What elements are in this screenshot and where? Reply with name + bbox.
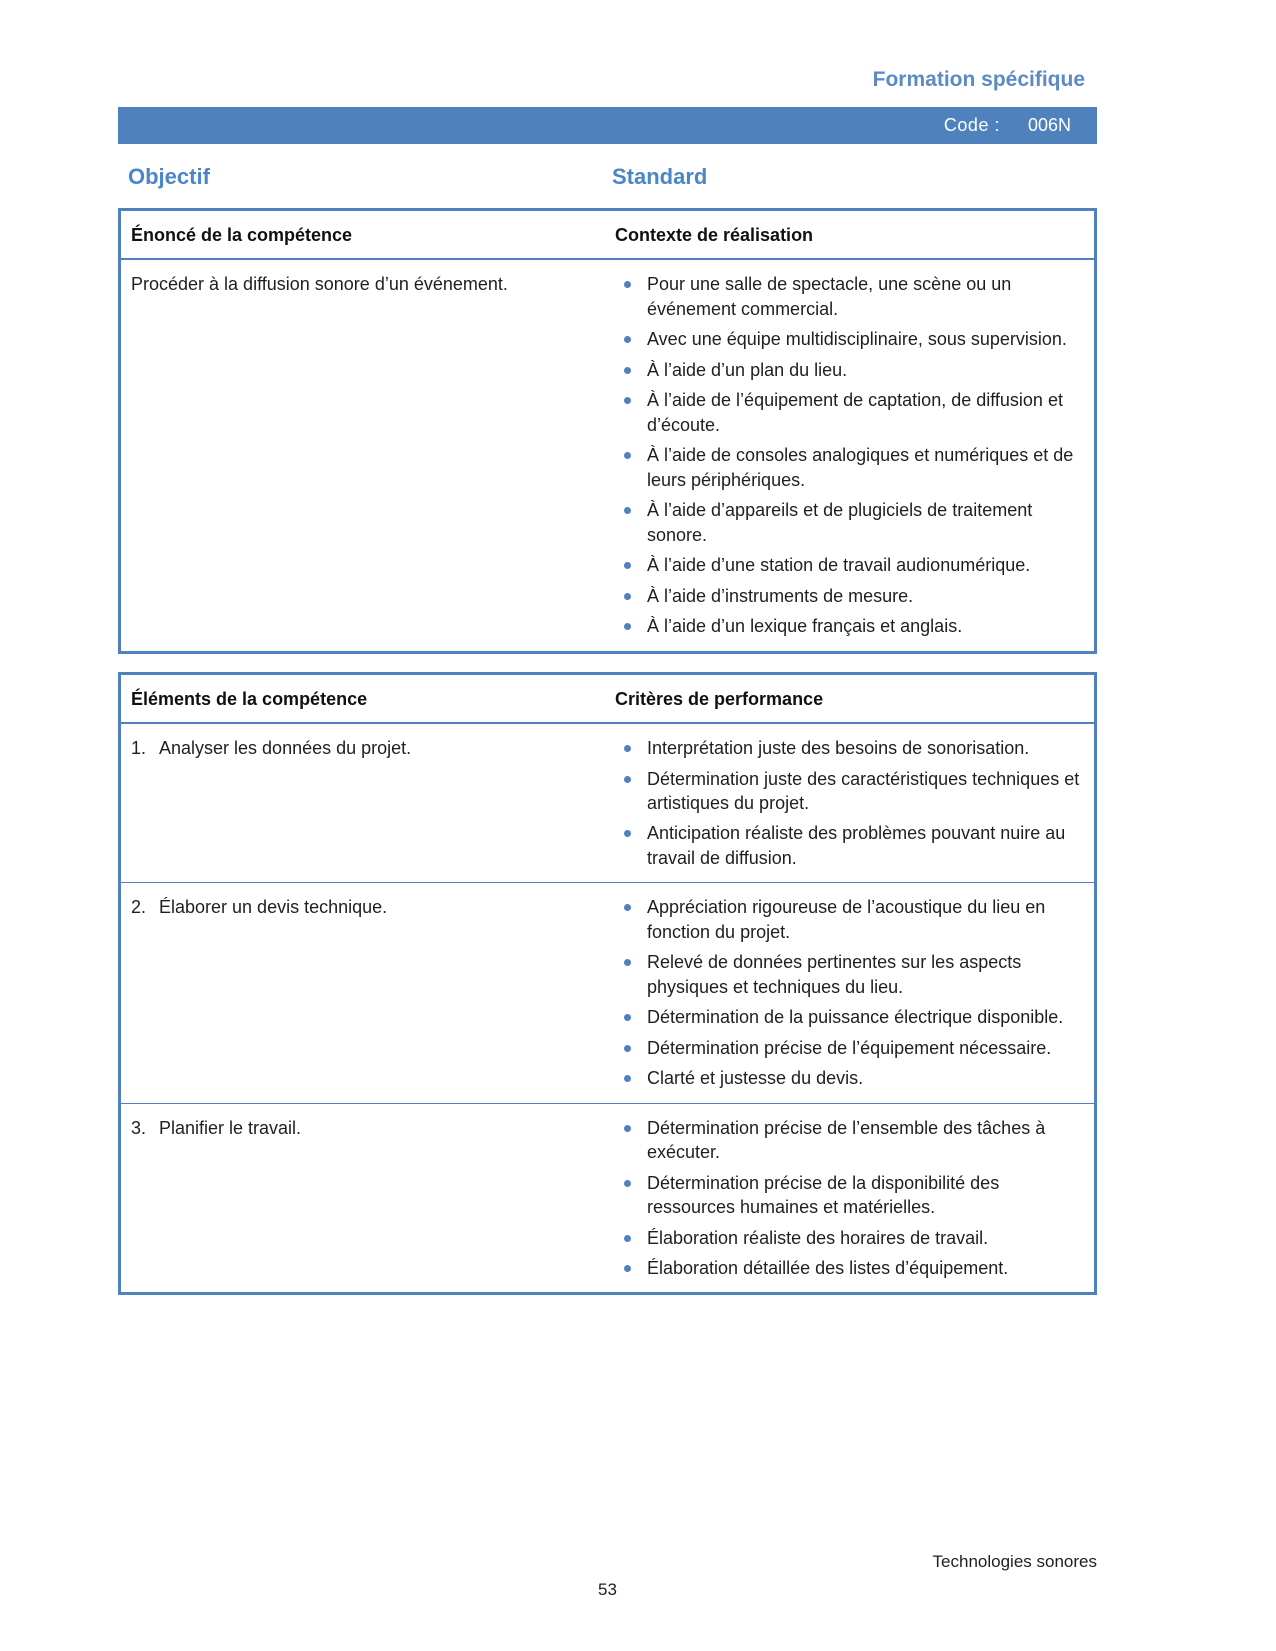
elements-table-row — [121, 724, 1094, 882]
bullet-item: Interprétation juste des besoins de sonorisation. — [615, 736, 1088, 760]
criteria-bullet-list — [615, 1116, 1088, 1281]
element-cell — [121, 1104, 615, 1293]
objectif-heading: Objectif — [128, 164, 210, 189]
element-text: Élaborer un devis technique. — [159, 897, 388, 918]
criteria-bullet-list — [615, 895, 1088, 1090]
bullet-item: À l’aide d’un plan du lieu. — [615, 358, 1088, 382]
competence-statement: Procéder à la diffusion sonore d’un événement. — [131, 274, 508, 295]
bullet-item: Appréciation rigoureuse de l’acoustique du lieu en fonction du projet. — [615, 895, 1088, 944]
competence-table-row — [121, 260, 1094, 650]
criteria-cell — [615, 1104, 1094, 1293]
bullet-item: Détermination précise de l’équipement nécessaire. — [615, 1036, 1088, 1060]
criteria-cell — [615, 724, 1094, 882]
element-text: Analyser les données du projet. — [159, 738, 412, 759]
standard-heading: Standard — [612, 164, 708, 189]
bullet-item: À l’aide d’un lexique français et anglais. — [615, 614, 1088, 638]
code-value: 006N — [1027, 115, 1071, 135]
bullet-item: Clarté et justesse du devis. — [615, 1066, 1088, 1090]
bullet-item: Détermination juste des caractéristiques techniques et artistiques du projet. — [615, 767, 1088, 816]
elements-right-header: Critères de performance — [615, 688, 824, 709]
bullet-item: Élaboration réaliste des horaires de travail. — [615, 1226, 1088, 1250]
context-bullet-list — [615, 272, 1088, 638]
document-content — [118, 0, 1097, 1295]
page-number: 53 — [598, 1580, 617, 1599]
column-headings — [118, 164, 1097, 196]
elements-left-header: Éléments de la compétence — [131, 688, 368, 709]
bullet-item: À l’aide de consoles analogiques et numériques et de leurs périphériques. — [615, 443, 1088, 492]
bullet-item: À l’aide d’appareils et de plugiciels de traitement sonore. — [615, 498, 1088, 547]
bullet-item: À l’aide d’instruments de mesure. — [615, 584, 1088, 608]
bullet-item: Élaboration détaillée des listes d’équipement. — [615, 1256, 1088, 1280]
element-cell — [121, 724, 615, 882]
footer-label: Technologies sonores — [932, 1552, 1097, 1571]
elements-table-row — [121, 882, 1094, 1102]
element-number: 2. — [131, 897, 147, 918]
elements-table-header — [121, 675, 1094, 724]
bullet-item: Relevé de données pertinentes sur les aspects physiques et techniques du lieu. — [615, 950, 1088, 999]
elements-table-row — [121, 1103, 1094, 1293]
doc-section-label: Formation spécifique — [872, 68, 1085, 91]
competence-table-header — [121, 211, 1094, 260]
element-text: Planifier le travail. — [159, 1117, 302, 1138]
code-label: Code : — [943, 115, 1000, 135]
bullet-item: Pour une salle de spectacle, une scène ou un événement commercial. — [615, 272, 1088, 321]
bullet-item: À l’aide de l’équipement de captation, de diffusion et d’écoute. — [615, 388, 1088, 437]
context-cell — [615, 260, 1094, 650]
bullet-item: Détermination précise de l’ensemble des tâches à exécuter. — [615, 1116, 1088, 1165]
element-number: 3. — [131, 1117, 147, 1138]
bullet-item: Avec une équipe multidisciplinaire, sous supervision. — [615, 327, 1088, 351]
criteria-bullet-list — [615, 736, 1088, 870]
element-cell — [121, 883, 615, 1102]
elements-table — [118, 672, 1097, 1296]
bullet-item: Anticipation réaliste des problèmes pouvant nuire au travail de diffusion. — [615, 821, 1088, 870]
competence-left-header: Énoncé de la compétence — [131, 225, 353, 245]
bullet-item: Détermination de la puissance électrique disponible. — [615, 1005, 1088, 1029]
competence-table — [118, 208, 1097, 654]
criteria-cell — [615, 883, 1094, 1102]
elements-rows — [121, 724, 1094, 1292]
bullet-item: À l’aide d’une station de travail audionumérique. — [615, 553, 1088, 577]
code-bar — [118, 107, 1097, 144]
bullet-item: Détermination précise de la disponibilité des ressources humaines et matérielles. — [615, 1171, 1088, 1220]
competence-right-header: Contexte de réalisation — [615, 225, 814, 245]
element-number: 1. — [131, 738, 147, 759]
